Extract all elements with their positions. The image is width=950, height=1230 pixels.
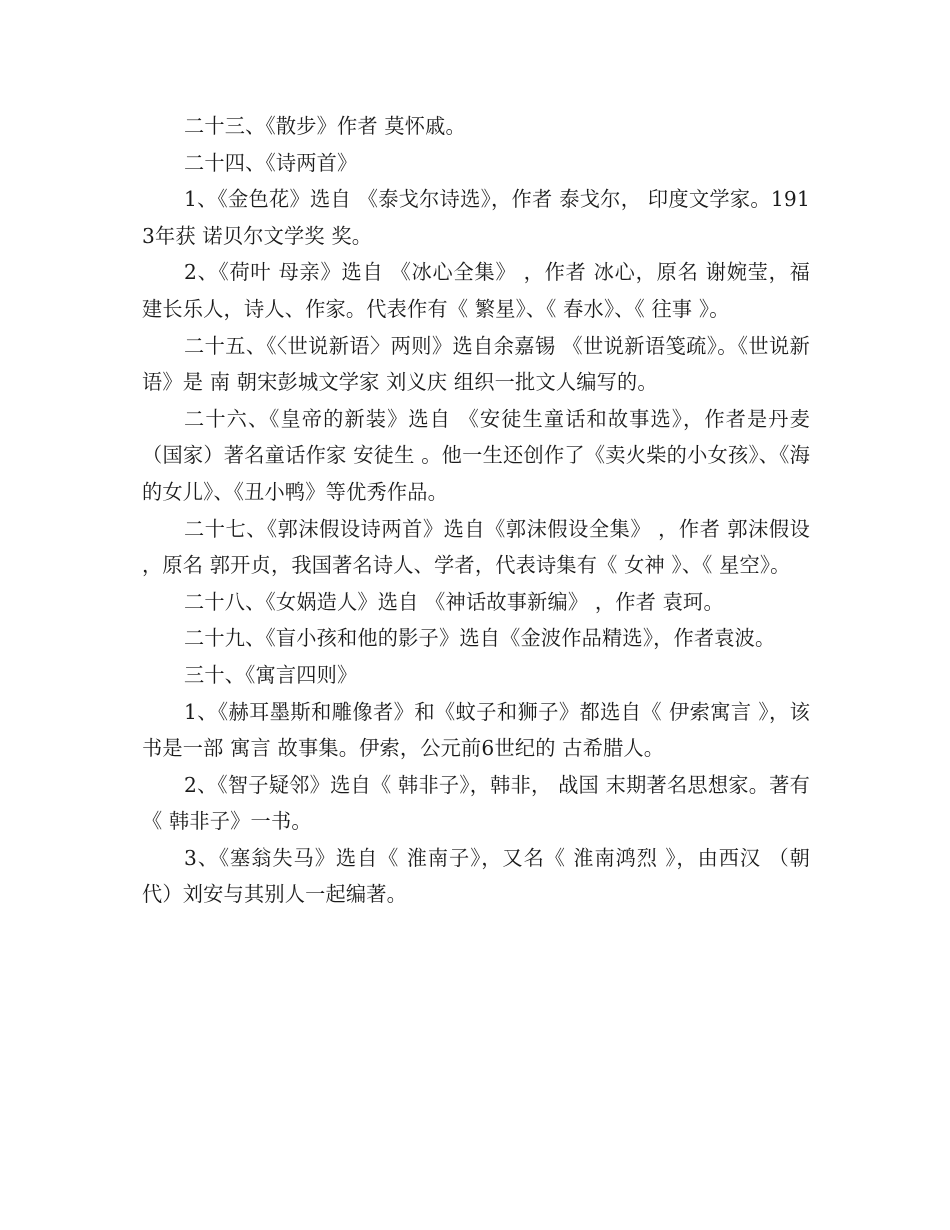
- paragraph-lesson-30-item-2: 2、《智子疑邻》选自《 韩非子》，韩非， 战国 末期著名思想家。著有《 韩非子》一书。: [142, 772, 810, 834]
- paragraph-lesson-30-item-3: 3、《塞翁失马》选自《 淮南子》，又名《 淮南鸿烈 》，由西汉 （朝代）刘安与其别人一起编著。: [142, 845, 810, 907]
- paragraph-lesson-28: 二十八、《女娲造人》选自 《神话故事新编》 ，作者 袁珂。: [184, 589, 724, 614]
- paragraph-lesson-25: 二十五、《〈世说新语〉两则》选自余嘉锡 《世说新语笺疏》。《世说新语》是 南 朝宋彭城文学家 刘义庆 组织一批文人编写的。: [142, 333, 810, 395]
- paragraph-lesson-30-title: 三十、《寓言四则》: [184, 662, 358, 687]
- document-page: [142, 108, 810, 913]
- paragraph-lesson-23: 二十三、《散步》作者 莫怀戚。: [184, 114, 466, 138]
- paragraph-lesson-26: 二十六、《皇帝的新装》选自 《安徒生童话和故事选》，作者是丹麦（国家）著名童话作家 安徒生 。他一生还创作了《卖火柴的小女孩》、《海的女儿》、《丑小鸭》等优秀作品。: [142, 406, 810, 504]
- paragraph-lesson-24-title: 二十四、《诗两首》: [184, 150, 358, 175]
- paragraph-lesson-24-item-2: 2、《荷叶 母亲》选自 《冰心全集》 ，作者 冰心，原名 谢婉莹，福建长乐人，诗人、作家。代表作有《 繁星》、《 春水》、《 往事 》。: [142, 260, 810, 321]
- paragraph-lesson-24-item-1: 1、《金色花》选自 《泰戈尔诗选》，作者 泰戈尔， 印度文学家。1913年获 诺贝尔文学奖 奖。: [142, 187, 810, 248]
- paragraph-lesson-29: 二十九、《盲小孩和他的影子》选自《金波作品精选》，作者袁波。: [184, 626, 776, 651]
- paragraph-lesson-27: 二十七、《郭沫假设诗两首》选自《郭沫假设全集》 ，作者 郭沫假设 ，原名 郭开贞，我国著名诗人、学者，代表诗集有《 女神 》、《 星空》。: [142, 516, 810, 578]
- paragraph-lesson-30-item-1: 1、《赫耳墨斯和雕像者》和《蚊子和狮子》都选自《 伊索寓言 》，该书是一部 寓言 故事集。伊索，公元前6世纪的 古希腊人。: [142, 699, 810, 761]
